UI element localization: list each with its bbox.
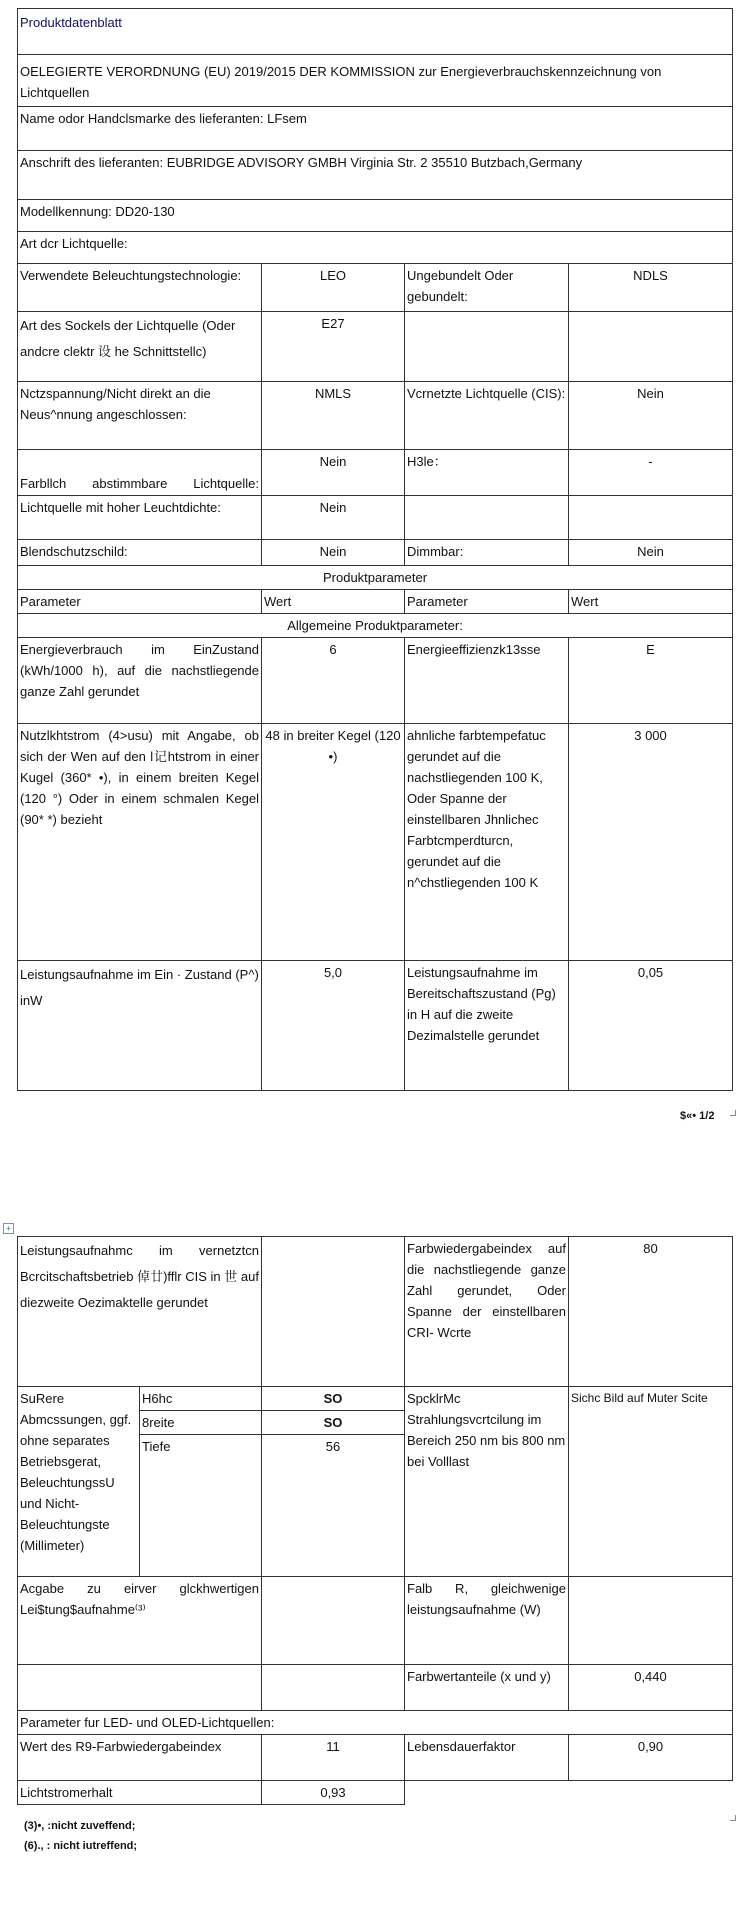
param-label: Farbwertanteile (x und y) bbox=[405, 1665, 569, 1711]
product-datasheet-table-continued bbox=[17, 1236, 733, 1805]
param-value bbox=[569, 496, 733, 540]
param-value: - bbox=[569, 450, 733, 496]
header-value: Wert bbox=[264, 594, 292, 609]
table-row bbox=[18, 450, 733, 496]
param-label: Lebensdauerfaktor bbox=[405, 1735, 569, 1781]
param-label: Lichtquelle mit hoher Leuchtdichte: bbox=[18, 496, 262, 540]
table-row bbox=[18, 312, 733, 382]
param-label: Art des Sockels der Lichtquelle (Oder andcre clektr 设 he Schnittstellc) bbox=[18, 312, 262, 382]
height-label: H6hc bbox=[140, 1387, 262, 1411]
table-move-handle-icon[interactable]: + bbox=[3, 1223, 14, 1234]
param-label: Falb R, gleichwenige leistungsaufnahme (W) bbox=[405, 1577, 569, 1665]
section-heading: Parameter fur LED- und OLED-Lichtquellen: bbox=[18, 1711, 733, 1735]
param-label: Nutzlkhtstrom (4>usu) mit Angabe, ob sich der Wen auf den l记htstrom in einer Kugel (360* •), in einem breiten Kegel (120 °) Oder in einem schmalen Kegel (90* *) bezieht bbox=[18, 724, 262, 961]
param-value: Nein bbox=[569, 540, 733, 566]
param-label: Farbwiedergabeindex auf die nachstliegende ganze Zahl gerundet, Oder Spanne der einstellbaren CRI- Wcrte bbox=[405, 1237, 569, 1387]
table-row bbox=[18, 638, 733, 724]
param-value: 0,90 bbox=[569, 1735, 733, 1781]
column-header bbox=[18, 590, 262, 614]
param-value: E bbox=[569, 638, 733, 724]
supplier-name: Name odor Handclsmarke des lieferanten: LFsem bbox=[18, 107, 733, 151]
header-value: Wert bbox=[571, 594, 599, 609]
param-value bbox=[569, 312, 733, 382]
param-value: 5,0 bbox=[262, 961, 405, 1091]
param-label: Vcrnetzte Lichtquelle (CIS): bbox=[405, 382, 569, 450]
param-value: NMLS bbox=[262, 382, 405, 450]
section-heading: Produktparameter bbox=[18, 566, 733, 590]
column-header bbox=[405, 590, 569, 614]
param-value bbox=[569, 1577, 733, 1665]
table-row bbox=[18, 496, 733, 540]
param-label: Ungebundelt Oder gebundelt: bbox=[405, 264, 569, 312]
table-row bbox=[18, 961, 733, 1091]
footnote: (3)•, :nicht zuveffend; bbox=[24, 1820, 136, 1832]
param-value: 11 bbox=[262, 1735, 405, 1781]
table-row bbox=[18, 1665, 733, 1711]
width-label: 8reite bbox=[140, 1411, 262, 1435]
param-value bbox=[262, 1237, 405, 1387]
section-heading: Allgemeine Produktparameter: bbox=[18, 614, 733, 638]
param-value: Nein bbox=[262, 540, 405, 566]
table-corner-mark bbox=[730, 1110, 736, 1116]
table-row bbox=[18, 1781, 733, 1805]
param-value: Nein bbox=[262, 496, 405, 540]
model-id: Modellkennung: DD20-130 bbox=[18, 200, 733, 232]
param-label: Energieverbrauch im EinZustand (kWh/1000 h), auf die nachstliegende ganze Zahl gerundet bbox=[18, 638, 262, 724]
param-label: Dimmbar: bbox=[405, 540, 569, 566]
param-label: Wert des R9-Farbwiedergabeindex bbox=[18, 1735, 262, 1781]
page-number: $«• 1/2 bbox=[680, 1110, 715, 1122]
param-value: 0,440 bbox=[569, 1665, 733, 1711]
param-label: Nctzspannung/Nicht direkt an die Neus^nnung angeschlossen: bbox=[18, 382, 262, 450]
table-row bbox=[18, 1577, 733, 1665]
light-source-type: Art dcr Lichtquelle: bbox=[18, 232, 733, 264]
supplier-address: Anschrift des lieferanten: EUBRIDGE ADVISORY GMBH Virginia Str. 2 35510 Butzbach,Germany bbox=[18, 151, 733, 200]
width-value: SO bbox=[262, 1411, 405, 1435]
param-value bbox=[262, 1577, 405, 1665]
height-value: SO bbox=[262, 1387, 405, 1411]
column-header bbox=[569, 590, 733, 614]
param-value: Nein bbox=[569, 382, 733, 450]
empty-cell bbox=[569, 1781, 733, 1805]
column-header bbox=[262, 590, 405, 614]
param-label: Energieeffizienzk13sse bbox=[405, 638, 569, 724]
regulation-text: OELEGIERTE VERORDNUNG (EU) 2019/2015 DER KOMMISSION zur Energieverbrauchskennzeichnung von Lichtquellen bbox=[18, 55, 733, 107]
param-label: ahnliche farbtempefatuc gerundet auf die nachstliegenden 100 K, Oder Spanne der einstellbaren Jhnlichec Farbtcmperdturcn, gerundet auf die n^chstliegenden 100 K bbox=[405, 724, 569, 961]
param-label: Lichtstromerhalt bbox=[18, 1781, 262, 1805]
empty-cell bbox=[18, 1665, 262, 1711]
param-value: 6 bbox=[262, 638, 405, 724]
param-value: LEO bbox=[262, 264, 405, 312]
param-label bbox=[405, 496, 569, 540]
param-value: Sichc Bild auf Muter Scite bbox=[569, 1387, 733, 1577]
param-value: 48 in breiter Kegel (120 •) bbox=[262, 724, 405, 961]
header-parameter: Parameter bbox=[407, 594, 468, 609]
header-row bbox=[18, 590, 733, 614]
table-row bbox=[18, 264, 733, 312]
param-value: Nein bbox=[262, 450, 405, 496]
table-row bbox=[18, 1735, 733, 1781]
param-label: Leistungsaufnahme im Bereitschaftszustand (Pg) in H auf die zweite Dezimalstelle gerundet bbox=[405, 961, 569, 1091]
table-row bbox=[18, 724, 733, 961]
param-value: 0,05 bbox=[569, 961, 733, 1091]
param-label: Verwendete Beleuchtungstechnologie: bbox=[18, 264, 262, 312]
table-row bbox=[18, 1237, 733, 1387]
empty-cell bbox=[262, 1665, 405, 1711]
param-label: Leistungsaufnahmc im vernetztcn Bcrcitschaftsbetrieb 倬廿)fflr CIS in 世 auf diezweite Oezimaktelle gerundet bbox=[18, 1237, 262, 1387]
param-value: E27 bbox=[262, 312, 405, 382]
depth-value: 56 bbox=[262, 1435, 405, 1577]
header-parameter: Parameter bbox=[20, 594, 81, 609]
param-label: Leistungsaufnahme im Ein · Zustand (P^) inW bbox=[18, 961, 262, 1091]
param-label: Farbllch abstimmbare Lichtquelle: bbox=[18, 450, 262, 496]
param-value: NDLS bbox=[569, 264, 733, 312]
dimensions-label: SuRere Abmcssungen, ggf. ohne separates Betriebsgerat, BeleuchtungssU und Nicht-Beleuchtungste (Millimeter) bbox=[18, 1387, 140, 1577]
footnote: (6)., : nicht iutreffend; bbox=[24, 1840, 138, 1852]
page-title: Produktdatenblatt bbox=[18, 9, 733, 55]
table-row bbox=[18, 540, 733, 566]
table-row bbox=[18, 382, 733, 450]
param-label: H3le： bbox=[405, 450, 569, 496]
table-corner-mark bbox=[730, 1815, 736, 1821]
param-value: 0,93 bbox=[262, 1781, 405, 1805]
param-label: SpcklrMc Strahlungsvcrtcilung im Bereich 250 nm bis 800 nm bei Volllast bbox=[405, 1387, 569, 1577]
param-value: 3 000 bbox=[569, 724, 733, 961]
empty-cell bbox=[405, 1781, 569, 1805]
param-label bbox=[405, 312, 569, 382]
param-value: 80 bbox=[569, 1237, 733, 1387]
depth-label: Tiefe bbox=[140, 1435, 262, 1577]
param-label: Blendschutzschild: bbox=[18, 540, 262, 566]
param-label: Acgabe zu eirver glckhwertigen Lei$tung$aufnahme⁽³⁾ bbox=[18, 1577, 262, 1665]
table-row bbox=[18, 1387, 733, 1411]
product-datasheet-table bbox=[17, 8, 733, 1091]
